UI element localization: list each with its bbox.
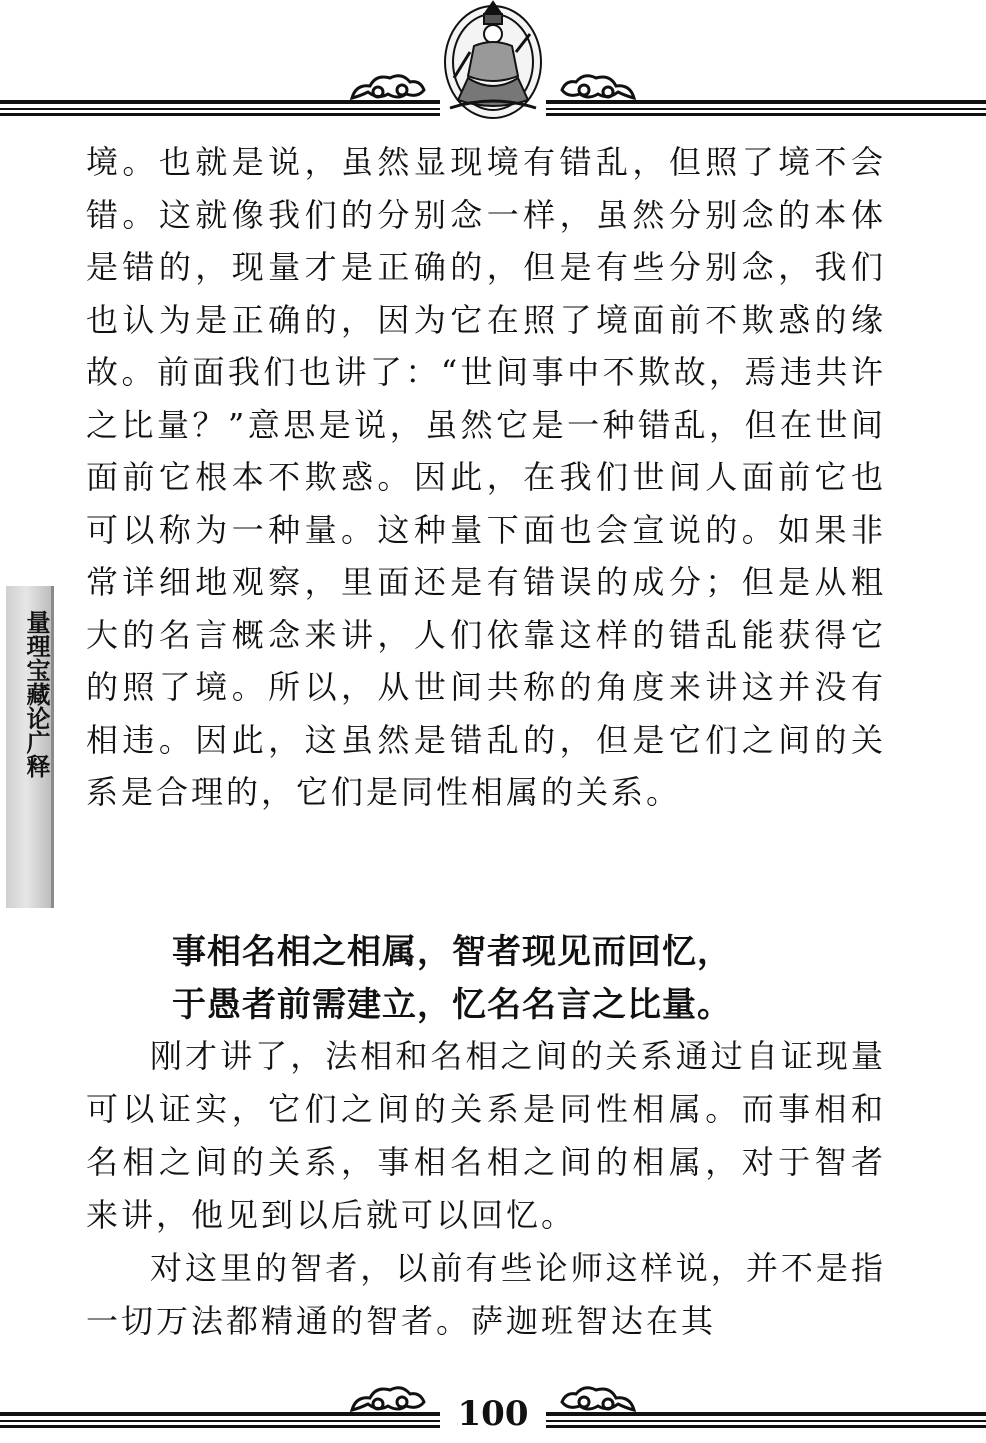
deity-figure-icon — [445, 2, 541, 118]
cloud-ornament-left-icon — [352, 1388, 424, 1410]
book-title: 量理宝藏论广释 — [22, 610, 50, 778]
verse-line: 事相名相之相属，智者现见而回忆， — [172, 932, 732, 972]
cloud-ornament-right-icon — [562, 76, 634, 98]
page-number: 100 — [457, 1394, 529, 1434]
verse-line: 于愚者前需建立，忆名名言之比量。 — [172, 985, 732, 1025]
cloud-ornament-right-icon — [562, 1388, 634, 1410]
paragraph: 刚才讲了，法相和名相之间的关系通过自证现量可以证实，它们之间的关系是同性相属。而事相和名相之间的关系，事相名相之间的相属，对于智者来讲，他见到以后就可以回忆。 — [86, 1037, 886, 1234]
verse-block — [172, 926, 872, 1032]
page-header — [0, 0, 986, 125]
body-text-2 — [86, 1030, 886, 1348]
side-tab — [6, 586, 54, 908]
cloud-ornament-left-icon — [352, 76, 424, 98]
header-ornament — [0, 0, 986, 125]
paragraph: 对这里的智者，以前有些论师这样说，并不是指一切万法都精通的智者。萨迦班智达在其 — [86, 1249, 886, 1340]
paragraph: 境。也就是说，虽然显现境有错乱，但照了境不会错。这就像我们的分别念一样，虽然分别念的本体是错的，现量才是正确的，但是有些分别念，我们也认为是正确的，因为它在照了境面前不欺惑的缘故。前面我们也讲了：“世间事中不欺故，焉违共许之比量？”意思是说，虽然它是一种错乱，但在世间面前它根本不欺惑。因此，在我们世间人面前它也可以称为一种量。这种量下面也会宣说的。如果非常详细地观察，里面还是有错误的成分；但是从粗大的名言概念来讲，人们依靠这样的错乱能获得它的照了境。所以，从世间共称的角度来讲这并没有相违。因此，这虽然是错乱的，但是它们之间的关系是合理的，它们是同性相属的关系。 — [86, 143, 886, 811]
body-text — [86, 136, 886, 819]
